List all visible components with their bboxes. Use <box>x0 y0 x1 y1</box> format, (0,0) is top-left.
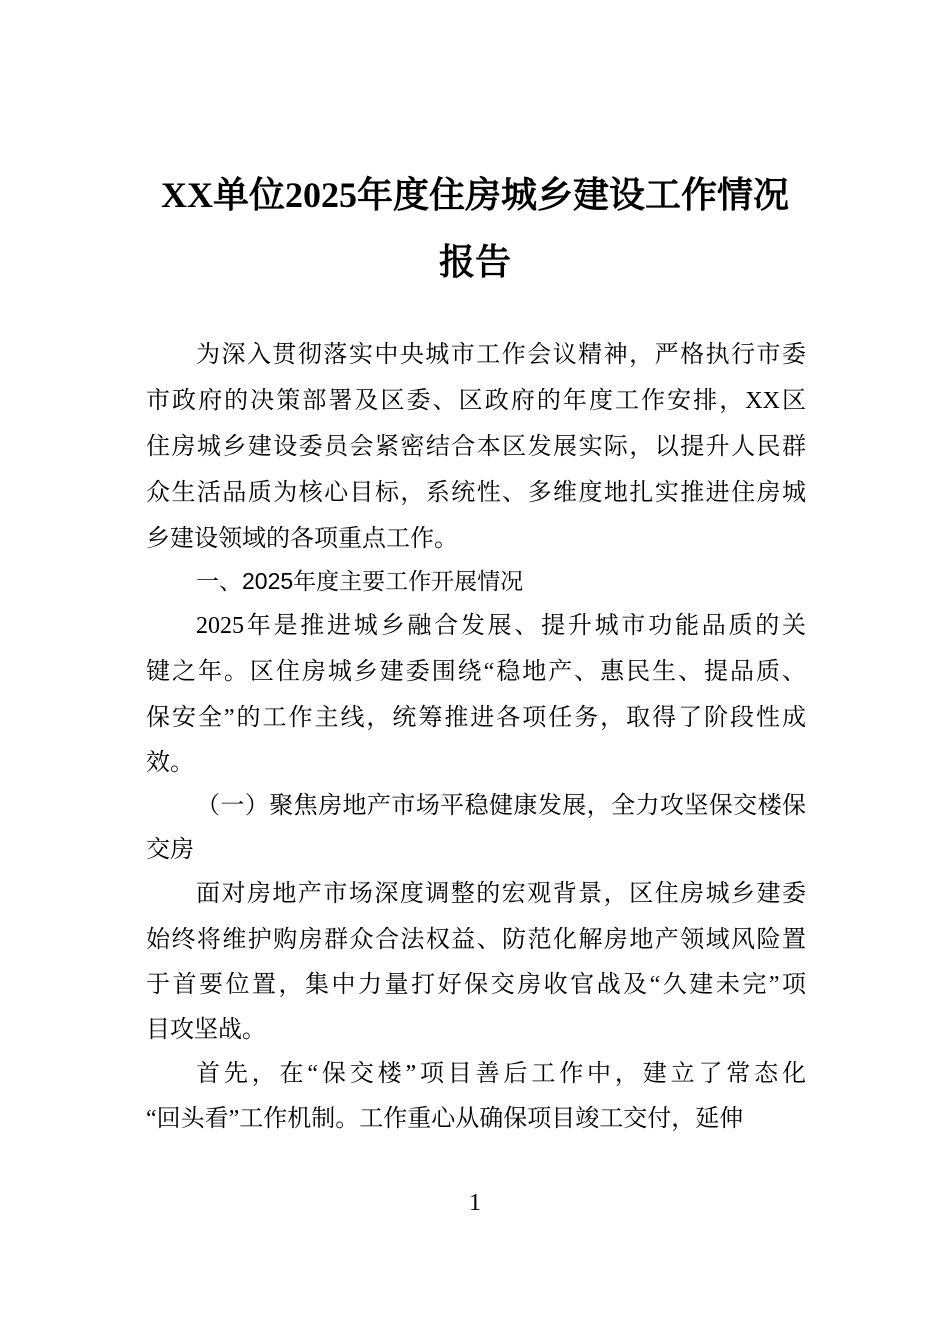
subheading-line: （一）聚焦房地产市场平稳健康发展，全力攻坚保交楼保 <box>196 793 806 819</box>
subheading-line: 交房 <box>146 837 194 863</box>
paragraph-line: 首先，在“保交楼”项目善后工作中，建立了常态化 <box>196 1061 806 1087</box>
paragraph-line: “回头看”工作机制。工作重心从确保项目竣工交付，延伸 <box>146 1106 744 1132</box>
page-number: 1 <box>469 1190 481 1216</box>
paragraph-line: 始终将维护购房群众合法权益、防范化解房地产领域风险置 <box>146 927 806 953</box>
document-title-line-2: 报告 <box>438 242 511 282</box>
paragraph-line: 于首要位置，集中力量打好保交房收官战及“久建未完”项 <box>146 972 806 998</box>
paragraph-line: 目攻坚战。 <box>146 1017 266 1043</box>
document-title-line-1: XX单位2025年度住房城乡建设工作情况 <box>161 175 789 215</box>
paragraph-line: 住房城乡建设委员会紧密结合本区发展实际，以提升人民群 <box>146 434 806 460</box>
paragraph-line: 市政府的决策部署及区委、区政府的年度工作安排，XX区 <box>146 388 806 414</box>
paragraph-line: 保安全”的工作主线，统筹推进各项任务，取得了阶段性成 <box>146 705 806 731</box>
paragraph-line: 2025年是推进城乡融合发展、提升城市功能品质的关 <box>196 613 806 639</box>
paragraph-line: 众生活品质为核心目标，系统性、多维度地扎实推进住房城 <box>146 480 806 506</box>
paragraph-line: 键之年。区住房城乡建委围绕“稳地产、惠民生、提品质、 <box>146 659 806 685</box>
paragraph-line: 为深入贯彻落实中央城市工作会议精神，严格执行市委 <box>196 342 806 368</box>
paragraph-line: 乡建设领域的各项重点工作。 <box>146 526 458 552</box>
heading-line: 一、2025年度主要工作开展情况 <box>196 568 524 594</box>
paragraph-line: 效。 <box>146 750 194 776</box>
paragraph-line: 面对房地产市场深度调整的宏观背景，区住房城乡建委 <box>196 881 806 907</box>
